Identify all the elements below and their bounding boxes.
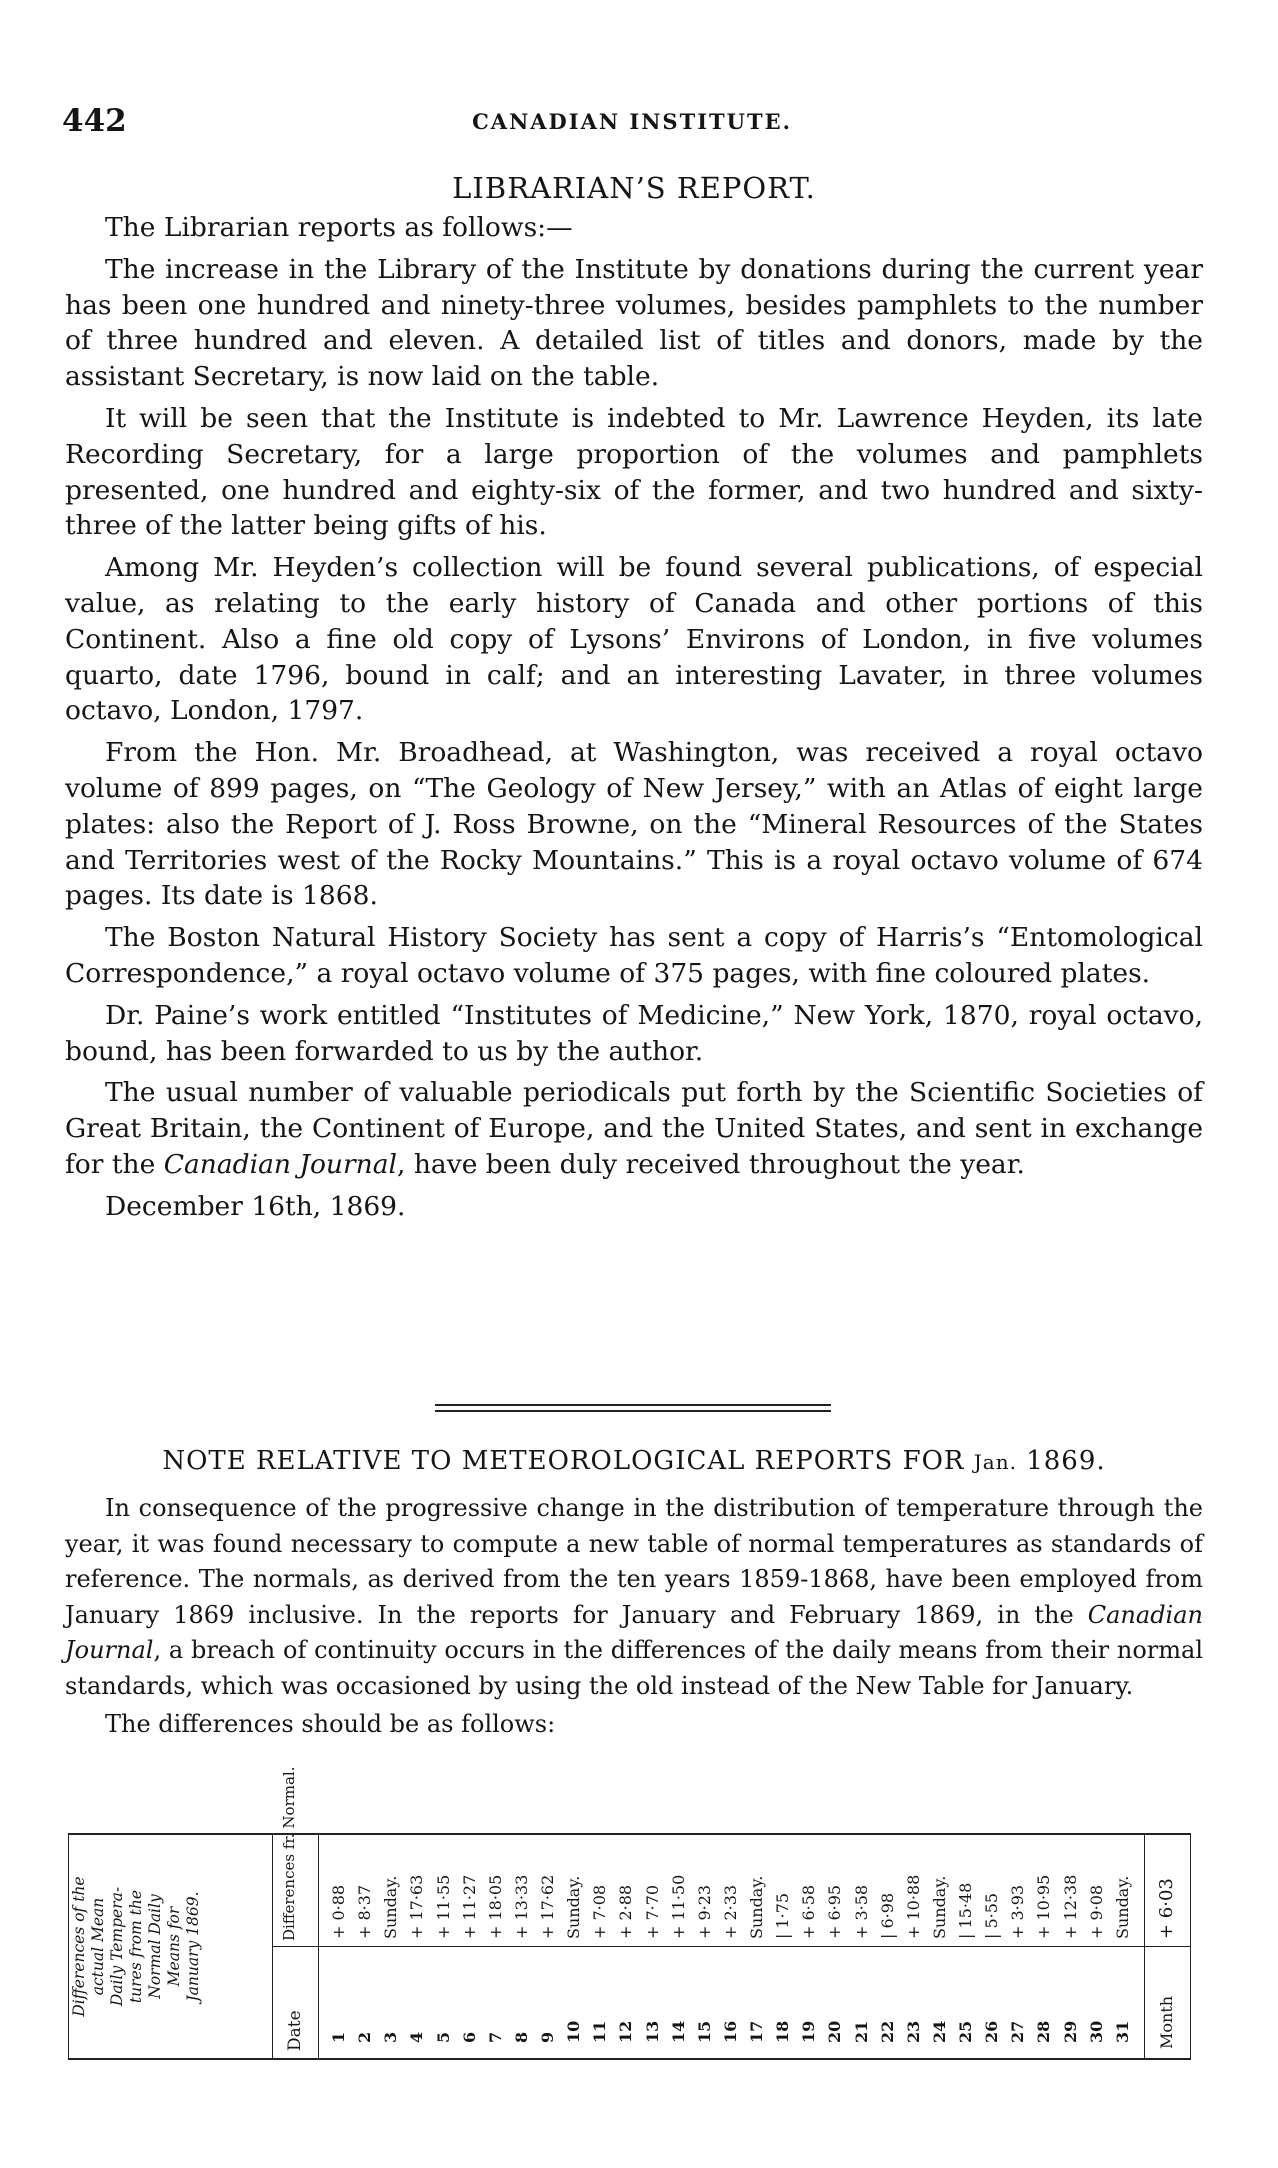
report-paragraph: From the Hon. Mr. Broadhead, at Washington, was received a royal octavo volume of 899 pages, on “The Geology of New Jersey,” with an Atlas of eight large plates: also the Report of J. Ross Browne, on the “Mineral Resources of the States and Territories west of the Rocky Mountains.” This is a royal octavo volume of 674 pages. Its date is 1868. [65,737,1203,912]
day-date: 23 [903,2020,923,2043]
report-paragraph [65,1075,1203,1182]
day-difference: + 18·05 [485,1874,505,1939]
month-label: Month [1157,1995,1176,2049]
day-difference: + 3·58 [851,1884,871,1939]
day-date: 9 [538,2031,558,2043]
page-number: 442 [62,103,127,139]
day-difference: + 6·95 [825,1884,845,1939]
report-paragraph: Among Mr. Heyden’s collection will be found several publications, of especial value, as relating to the early history of Canada and other portions of this Continent. Also a fine old copy of Lysons’ Environs of London, in five volumes quarto, date 1796, bound in calf; and an interesting Lavater, in three volumes octavo, London, 1797. [65,552,1203,727]
day-date: 6 [459,2031,479,2043]
table-border [1190,1835,1191,2058]
table-border [68,1835,69,2058]
day-difference: + 6·58 [799,1884,819,1939]
day-date: 17 [747,2020,767,2043]
text-run: , a breach of continuity occurs in the differences of the daily means from their normal standards, which was occasioned by using the old instead of the New Table for January. [65,1636,1203,1700]
journal-title: Canadian Journal [65,1600,1203,1665]
day-date: 24 [929,2020,949,2043]
report-paragraph: The increase in the Library of the Institute by donations during the current year has been one hundred and ninety-three volumes, besides pamphlets to the number of three hundred and eleven. A detailed list of titles and donors, made by the assistant Secretary, is now laid on the table. [65,253,1203,393]
text-run: The usual number of valuable periodicals put forth by the Scientific Societies of Great Britain, the Continent of Europe, and the United States, and sent in exchange for the [65,1077,1203,1180]
day-date: 25 [956,2020,976,2043]
day-difference: + 12·38 [1060,1874,1080,1939]
day-difference: + 11·27 [459,1874,479,1939]
day-date: 26 [982,2020,1002,2043]
day-date: 1 [329,2031,348,2043]
diff-header: Differences fr. Normal. [280,1766,298,1941]
day-date: 12 [616,2020,636,2043]
report-intro: The Librarian reports as follows:— [105,212,573,243]
report-title: LIBRARIAN’S REPORT. [452,171,816,205]
day-difference: | 15·48 [956,1882,976,1939]
caption-block [70,1839,203,2054]
day-difference: | 6·98 [877,1892,897,1939]
day-difference: Sunday. [381,1875,401,1939]
day-difference: + 8·37 [355,1884,375,1939]
day-difference: + 2·88 [616,1884,636,1939]
day-difference: + 11·55 [433,1874,453,1939]
caption-line: Differences of the [70,1876,88,2017]
note-title-text: NOTE RELATIVE TO METEOROLOGICAL REPORTS FOR [162,1446,965,1476]
report-date: December 16th, 1869. [105,1190,406,1222]
day-difference: + 9·23 [694,1884,714,1939]
day-difference: + 3·93 [1008,1884,1028,1939]
day-difference: + 2·33 [720,1884,740,1939]
day-date: 31 [1112,2020,1132,2043]
day-difference: + 11·50 [668,1874,688,1939]
month-total-value: + 6·03 [1156,1878,1177,1939]
caption-line: Daily Tempera- [108,1886,126,2007]
day-difference: + 13·33 [511,1874,531,1939]
page-header [62,103,1202,143]
section-divider [435,1410,831,1412]
day-date: 3 [381,2031,401,2043]
day-difference: | 1·75 [773,1892,793,1939]
day-date: 4 [407,2031,427,2043]
day-difference: + 17·62 [538,1874,558,1939]
caption-line: January 1869. [184,1891,202,2002]
text-run: In consequence of the progressive change in the distribution of temperature through the year, it was found necessary to compute a new table of normal temperatures as standards of reference. The normals, as derived from the ten years 1859-1868, have been employed from January 1869 inclusive. In the reports for January and February 1869, in the [65,1494,1203,1629]
day-date: 22 [877,2020,897,2043]
caption-line: Means for [165,1906,183,1987]
day-date: 29 [1060,2020,1080,2043]
day-date: 7 [485,2031,505,2043]
section-divider [435,1404,831,1406]
day-difference: Sunday. [929,1875,949,1939]
day-difference: + 17·63 [407,1874,427,1939]
day-difference: + 0·88 [329,1884,348,1939]
day-difference: + 7·08 [590,1884,610,1939]
note-followup: The differences should be as follows: [105,1709,556,1738]
day-date: 30 [1086,2020,1106,2043]
day-date: 15 [694,2020,714,2043]
day-date: 19 [799,2020,819,2043]
day-date: 2 [355,2031,375,2043]
day-difference: + 9·08 [1086,1884,1106,1939]
day-date: 8 [511,2031,531,2043]
librarians-report [65,170,1203,1231]
caption-line: actual Mean [89,1897,107,1996]
journal-title: Canadian Journal [163,1148,398,1180]
day-date: 21 [851,2020,871,2043]
day-date: 14 [668,2020,688,2043]
date-header: Date [285,2010,305,2051]
day-difference: + 10·88 [903,1874,923,1939]
day-date: 27 [1008,2020,1028,2043]
day-difference: Sunday. [1112,1875,1132,1939]
day-date: 10 [564,2020,584,2043]
day-difference: | 5·55 [982,1892,1002,1939]
report-paragraph: It will be seen that the Institute is indebted to Mr. Lawrence Heyden, its late Recording Secretary, for a large proportion of the volumes and pamphlets presented, one hundred and eighty-six of the former, and two hundred and sixty-three of the latter being gifts of his. [65,402,1203,542]
day-date: 16 [720,2020,740,2043]
day-date: 18 [773,2020,793,2043]
day-date: 11 [590,2020,610,2043]
meteorological-note [65,1444,1203,1742]
row-divider [272,1946,1190,1947]
note-title [65,1444,1203,1479]
note-paragraph [65,1491,1203,1705]
running-title: CANADIAN INSTITUTE. [472,109,792,134]
day-date: 28 [1034,2020,1054,2043]
day-difference: + 10·95 [1034,1874,1054,1939]
day-date: 13 [642,2020,662,2043]
note-title-year: 1869. [1026,1446,1106,1476]
caption-line: Normal Daily [146,1894,164,1999]
day-difference: Sunday. [564,1875,584,1939]
day-difference: Sunday. [747,1875,767,1939]
temperature-differences-table [68,1766,1191,2060]
report-paragraph: Dr. Paine’s work entitled “Institutes of Medicine,” New York, 1870, royal octavo, bound, has been forwarded to us by the author. [65,999,1203,1067]
day-difference: + 7·70 [642,1884,662,1939]
report-paragraph: The Boston Natural History Society has sent a copy of Harris’s “Entomological Correspondence,” a royal octavo volume of 375 pages, with fine coloured plates. [65,922,1203,989]
day-date: 5 [433,2031,453,2043]
caption-line: tures from the [127,1889,145,2004]
note-title-month: Jan. [973,1450,1017,1474]
day-date: 20 [825,2020,845,2043]
table-caption [70,1835,270,2058]
text-run: , have been duly received throughout the year. [397,1148,1025,1180]
